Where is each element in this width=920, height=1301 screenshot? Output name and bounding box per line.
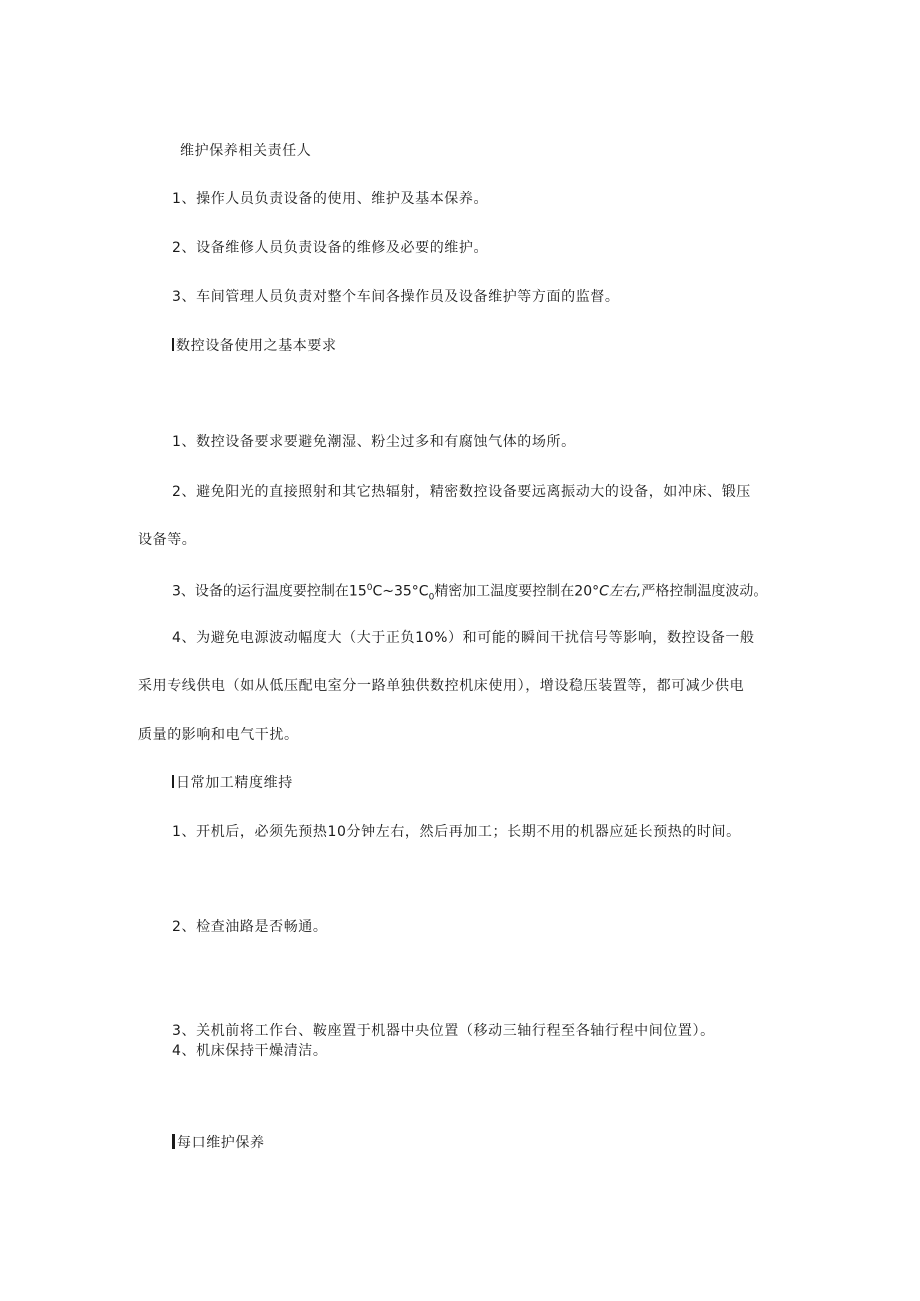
section4-heading — [172, 1133, 265, 1153]
section2-item-2-line-2: 设备等。 — [138, 532, 197, 548]
item-3-sub: 0 — [428, 592, 435, 603]
heading-bar-icon — [172, 775, 174, 788]
section2-item-2-line-1: 2、避免阳光的直接照射和其它热辐射，精密数控设备要远离振动大的设备，如冲床、锻压 — [172, 484, 751, 500]
section3-item-2: 2、检查油路是否畅通。 — [172, 919, 328, 935]
section3-item-4: 4、机床保持干燥清洁。 — [172, 1043, 328, 1059]
section2-item-1: 1、数控设备要求要避免潮湿、粉尘过多和有腐蚀气体的场所。 — [172, 434, 576, 450]
section3-heading — [172, 773, 293, 793]
heading-bar-icon — [172, 1134, 175, 1149]
section2-title: 数控设备使用之基本要求 — [176, 338, 337, 354]
section2-item-4-line-2: 采用专线供电（如从低压配电室分一路单独供数控机床使用），增设稳压装置等，都可减少供电 — [138, 678, 745, 694]
item-3-mid2: 精密加工温度要控制在20° — [434, 583, 600, 600]
section3-item-1: 1、开机后，必须先预热10分钟左右，然后再加工；长期不用的机器应延长预热的时间。 — [172, 824, 741, 840]
section1-item-2: 2、设备维修人员负责设备的维修及必要的维护。 — [172, 240, 489, 256]
item-3-mid: C~35°C — [372, 583, 429, 600]
item-3-prefix: 3、设备的运行温度要控制在15 — [172, 583, 367, 600]
section2-item-4-line-1: 4、为避免电源波动幅度大（大于正负10%）和可能的瞬间干扰信号等影响，数控设备一般 — [172, 630, 755, 646]
item-3-italic: C左右, — [599, 583, 642, 600]
section3-title: 日常加工精度维持 — [176, 775, 293, 791]
section2-heading — [172, 336, 337, 356]
section2-item-4-line-3: 质量的影响和电气干扰。 — [138, 727, 299, 743]
section1-item-3: 3、车间管理人员负责对整个车间各操作员及设备维护等方面的监督。 — [172, 289, 620, 305]
item-3-suffix: 严格控制温度波动。 — [641, 583, 768, 600]
section4-title: 每口维护保养 — [177, 1135, 265, 1151]
heading-bar-icon — [172, 338, 174, 351]
section2-item-3 — [172, 578, 767, 607]
section3-item-3: 3、关机前将工作台、鞍座置于机器中央位置（移动三轴行程至各轴行程中间位置）。 — [172, 1023, 715, 1039]
item-3-sup: 0 — [366, 583, 373, 593]
section1-item-1: 1、操作人员负责设备的使用、维护及基本保养。 — [172, 191, 489, 207]
section1-title: 维护保养相关责任人 — [180, 143, 312, 159]
